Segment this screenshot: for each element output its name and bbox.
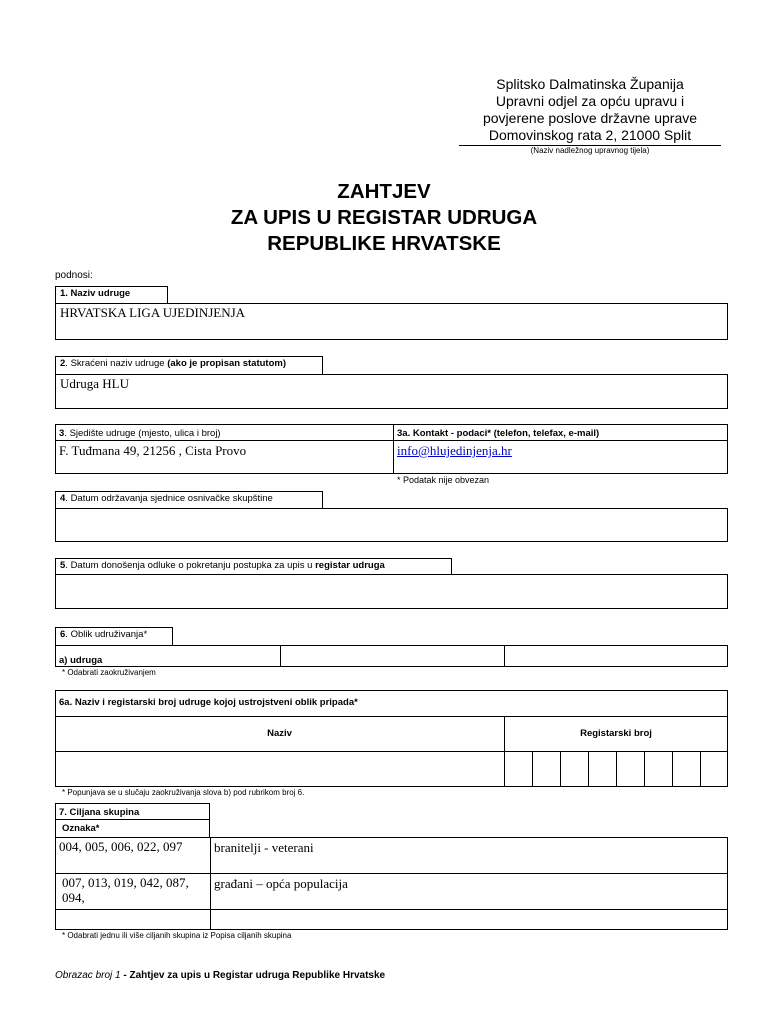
- authority-line-1: Splitsko Dalmatinska Županija: [496, 76, 684, 92]
- kontakt-value[interactable]: [397, 443, 512, 458]
- title-line-1: ZAHTJEV: [337, 180, 431, 203]
- section6a-divider: [504, 716, 505, 787]
- row3-group[interactable]: [211, 910, 727, 929]
- section5-label: [55, 558, 452, 575]
- section3-num: 3: [59, 428, 65, 439]
- authority-caption: (Naziv nadležnog upravnog tijela): [530, 146, 650, 155]
- section4-text: . Datum održavanja sjednice osnivačke skupštine: [65, 493, 273, 504]
- sjediste-value[interactable]: F. Tuđmana 49, 21256 , Cista Provo: [59, 443, 247, 458]
- footer-form-number: Obrazac broj 1: [55, 970, 121, 981]
- section5-bold: registar udruga: [315, 560, 385, 571]
- reg-digit-sep-4: [616, 751, 617, 787]
- section7-label: 7. Ciljana skupina: [59, 807, 140, 818]
- section4-num: 4: [60, 493, 66, 504]
- section4-label: [55, 491, 323, 509]
- section6-num: 6: [60, 629, 66, 640]
- authority-line-2: Upravni odjel za opću upravu i: [495, 93, 685, 109]
- option-a-udruga[interactable]: a) udruga: [59, 655, 103, 666]
- col-registarski-broj: Registarski broj: [580, 728, 652, 739]
- section5-num: 5: [60, 560, 66, 571]
- option-b-cell[interactable]: [281, 646, 503, 666]
- datum-odluke-field[interactable]: [55, 574, 728, 609]
- section2-label: [55, 356, 323, 375]
- reg-digit-sep-6: [672, 751, 673, 787]
- row2-codes[interactable]: 007, 013, 019, 042, 087, 094,: [62, 875, 189, 905]
- title-line-3: REPUBLIKE HRVATSKE: [267, 232, 501, 255]
- section6a-note: * Popunjava se u slučaju zaokruživanja slova b) pod rubrikom broj 6.: [62, 788, 305, 797]
- skraceni-naziv-value: Udruga HLU: [60, 376, 129, 391]
- row1-group[interactable]: branitelji - veterani: [214, 840, 314, 855]
- section7-note: * Odabrati jednu ili više ciljanih skupina iz Popisa ciljanih skupina: [62, 931, 292, 940]
- section3a-label: 3a. Kontakt - podaci* (telefon, telefax, e-mail): [397, 428, 600, 439]
- reg-digit-sep-2: [560, 751, 561, 787]
- sjediste-header-line: [55, 440, 728, 441]
- section1-label: 1. Naziv udruge: [55, 286, 168, 304]
- section2-num: 2: [60, 358, 66, 369]
- oznaka-label: Oznaka*: [62, 823, 100, 834]
- section6-note: * Odabrati zaokruživanjem: [62, 668, 156, 677]
- section6a-header-line: [55, 716, 728, 717]
- section5-text: . Datum donošenja odluke o pokretanju postupka za upis u: [65, 560, 316, 571]
- row1-codes[interactable]: 004, 005, 006, 022, 097: [59, 839, 183, 854]
- row3-codes[interactable]: [56, 910, 209, 929]
- form-footer: [55, 970, 385, 981]
- podnosi-label: podnosi:: [55, 270, 93, 281]
- skraceni-naziv-field[interactable]: [55, 374, 728, 409]
- footer-form-title: - Zahtjev za upis u Registar udruga Republike Hrvatske: [120, 970, 386, 981]
- authority-line-3: povjerene poslove državne uprave: [482, 110, 698, 126]
- reg-digit-sep-3: [588, 751, 589, 787]
- section6-text: . Oblik udruživanja*: [65, 629, 148, 640]
- email-link[interactable]: info@hlujedinjenja.hr: [397, 443, 512, 458]
- naziv-udruge-value: HRVATSKA LIGA UJEDINJENJA: [60, 305, 246, 320]
- authority-line-4: Domovinskog rata 2, 21000 Split: [488, 127, 692, 143]
- naziv-input[interactable]: [56, 752, 503, 786]
- col-naziv: Naziv: [267, 728, 292, 739]
- section2-text: . Skraćeni naziv udruge: [65, 358, 168, 369]
- ciljana-row-line-1: [55, 873, 728, 874]
- row2-group[interactable]: građani – opća populacija: [214, 876, 348, 891]
- reg-digit-sep-1: [532, 751, 533, 787]
- kontakt-note: * Podatak nije obvezan: [397, 475, 490, 485]
- option-c-cell[interactable]: [505, 646, 727, 666]
- sjediste-divider: [393, 424, 394, 474]
- section2-bold: (ako je propisan statutom): [167, 358, 286, 369]
- section6a-label: 6a. Naziv i registarski broj udruge kojoj ustrojstveni oblik pripada*: [59, 697, 358, 708]
- section3-text: . Sjedište udruge (mjesto, ulica i broj): [64, 428, 221, 439]
- reg-digit-sep-5: [644, 751, 645, 787]
- reg-digit-sep-7: [700, 751, 701, 787]
- datum-skupstine-field[interactable]: [55, 508, 728, 542]
- section3-label: [59, 428, 221, 439]
- section6-label: [55, 627, 173, 646]
- title-line-2: ZA UPIS U REGISTAR UDRUGA: [230, 206, 538, 229]
